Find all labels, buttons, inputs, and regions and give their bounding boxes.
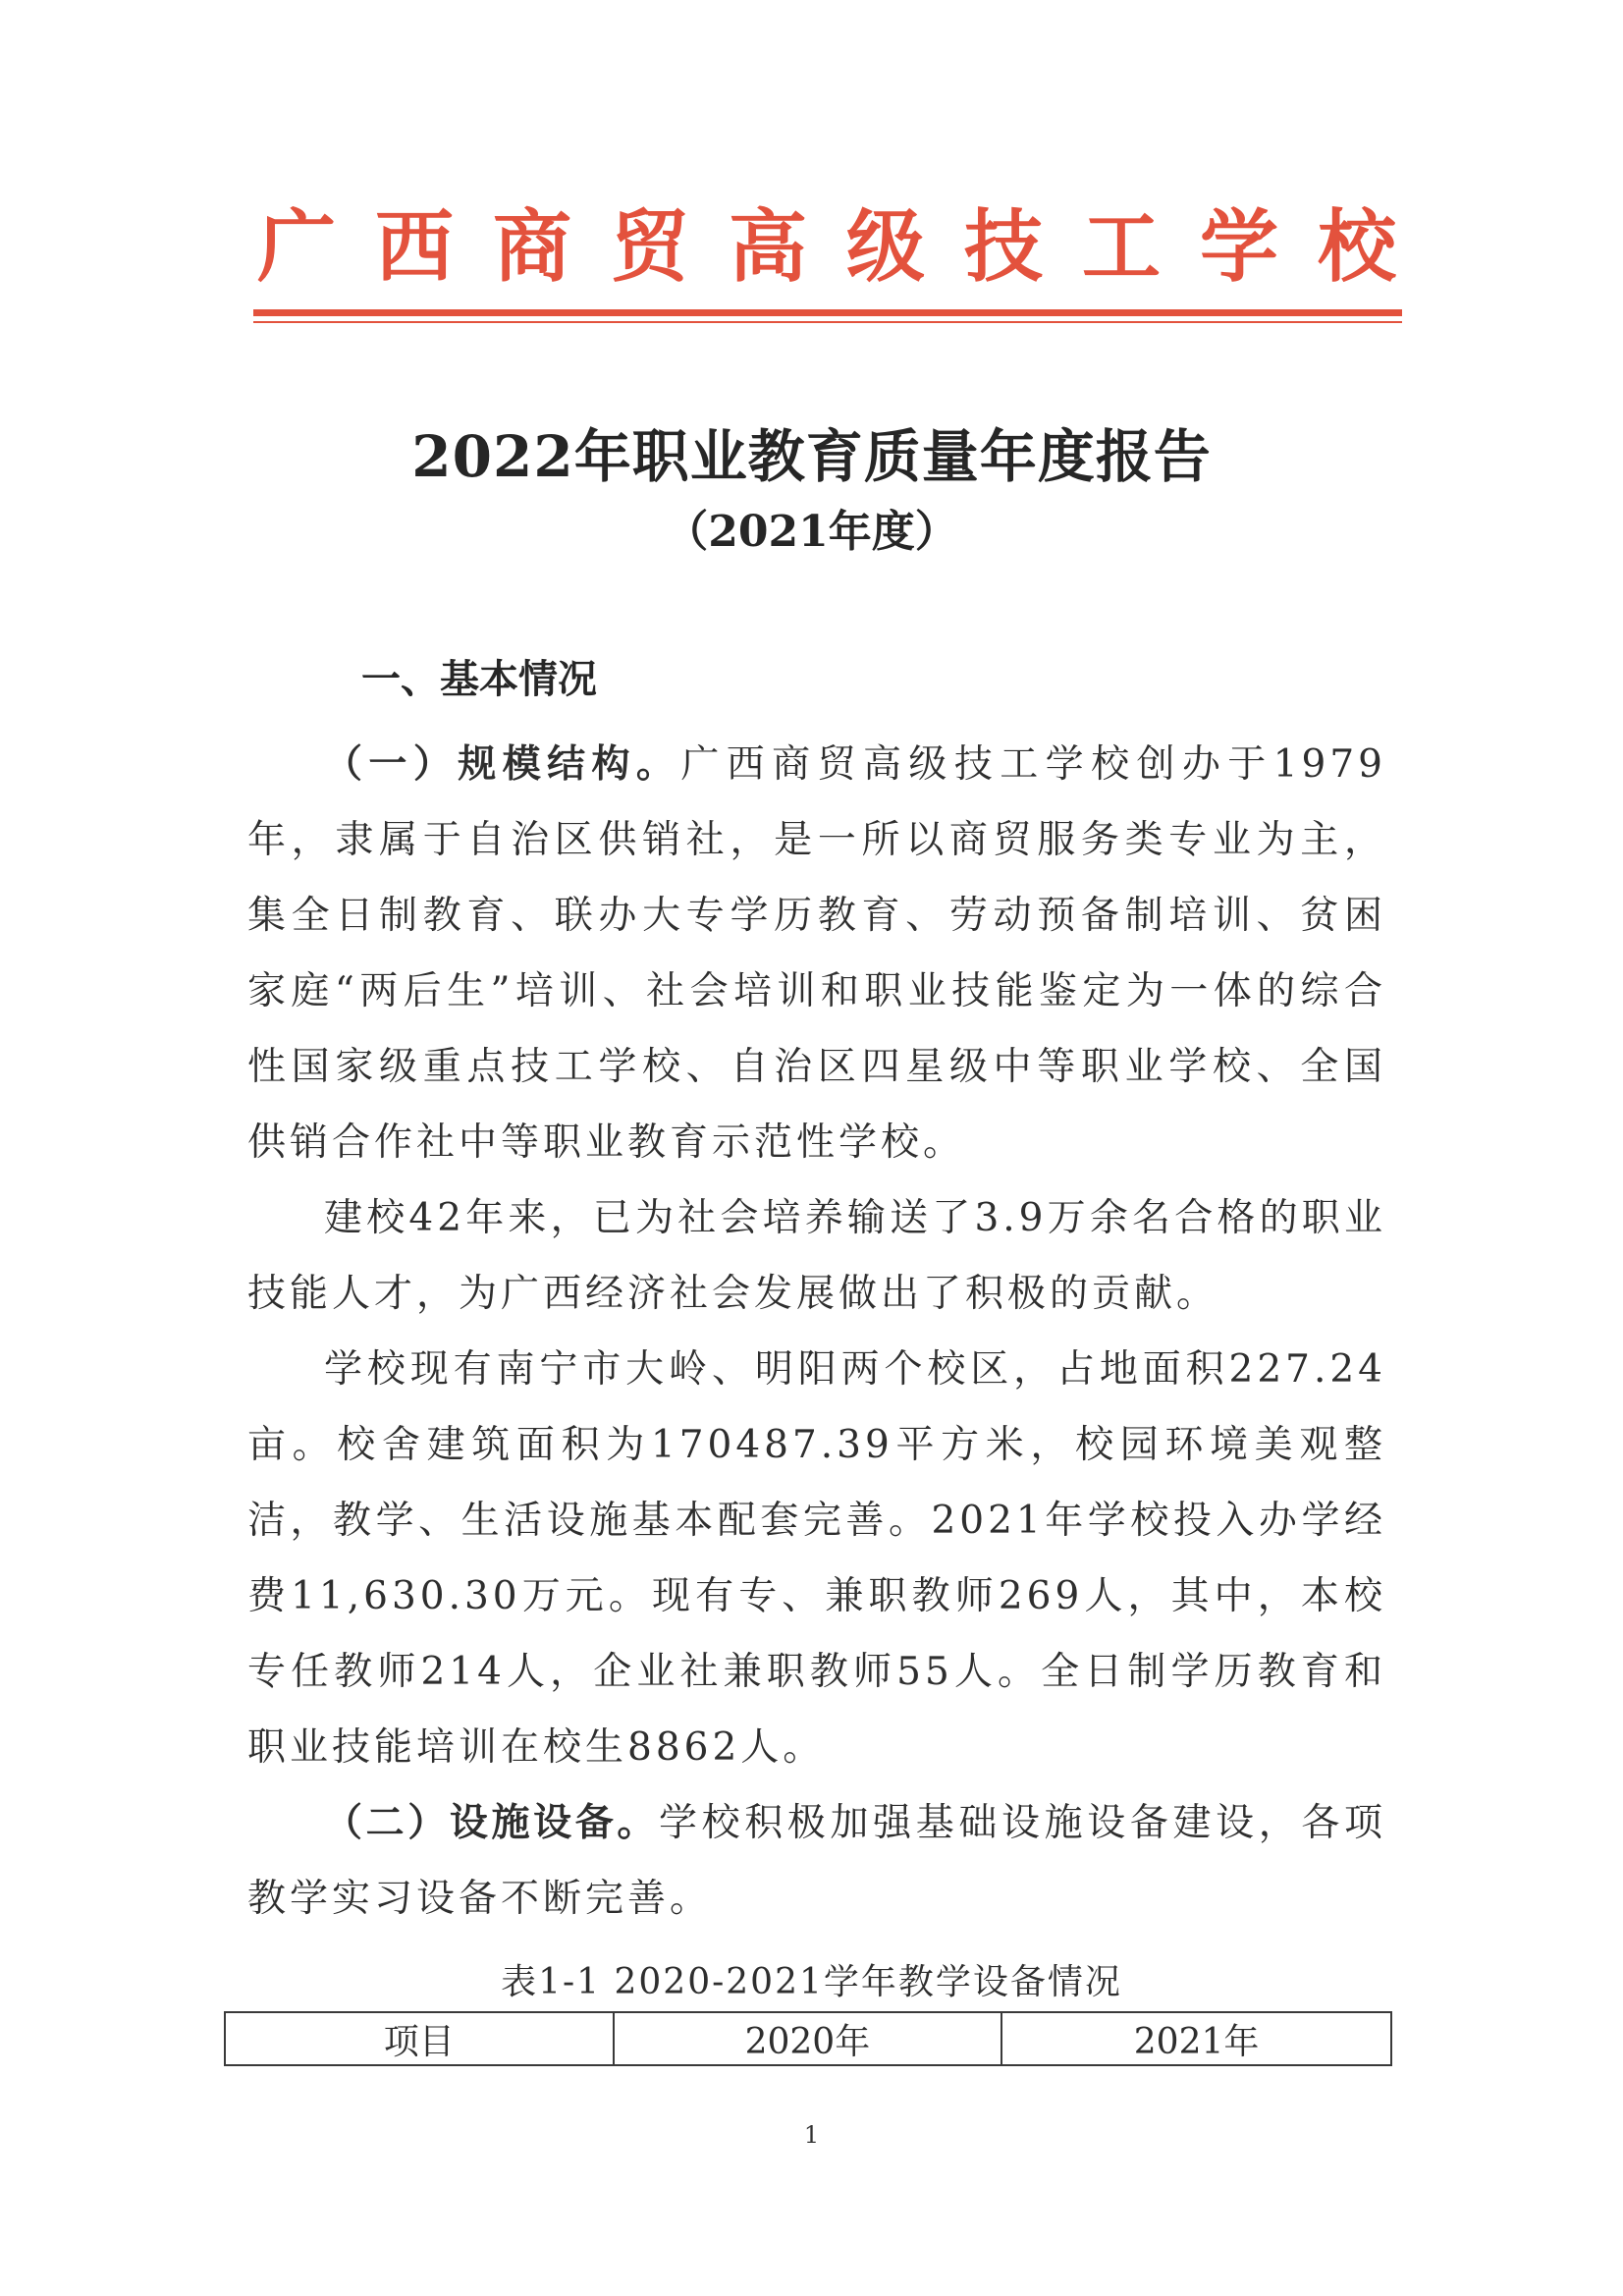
letterhead-rule-thick (253, 309, 1402, 316)
paragraph: 建校42年来，已为社会培养输送了3.9万余名合格的职业技能人才，为广西经济社会发展做出了积极的贡献。 (247, 1196, 1386, 1316)
report-title: 2022年职业教育质量年度报告 (411, 423, 1212, 490)
page-number: 1 (803, 2121, 820, 2149)
equipment-table (224, 2011, 1392, 2066)
paragraph-lead: （二）设施设备。 (324, 1801, 659, 1845)
table-header-cell: 2021年 (1001, 2012, 1391, 2065)
table-header-cell: 2020年 (614, 2012, 1002, 2065)
letterhead-char: 商 (493, 200, 571, 293)
paragraph-text: 广西商贸高级技工学校创办于1979年，隶属于自治区供销社，是一所以商贸服务类专业为主，集全日制教育、联办大专学历教育、劳动预备制培训、贫困家庭“两后生”培训、社会培训和职业技能鉴定为一体的综合性国家级重点技工学校、自治区四星级中等职业学校、全国供销合作社中等职业教育示范性学校。 (247, 742, 1386, 1165)
paragraph (247, 727, 1386, 1180)
report-subtitle: （2021年度） (665, 507, 958, 557)
letterhead-char: 工 (1082, 200, 1161, 293)
body-text (247, 727, 1386, 1937)
paragraph: 学校现有南宁市大岭、明阳两个校区，占地面积227.24亩。校舍建筑面积为170487.39平方米，校园环境美观整洁，教学、生活设施基本配套完善。2021年学校投入办学经费11,630.30万元。现有专、兼职教师269人，其中，本校专任教师214人，企业社兼职教师55人。全日制学历教育和职业技能培训在校生8862人。 (247, 1347, 1386, 1770)
table-caption: 表1-1 2020-2021学年教学设备情况 (501, 1962, 1122, 2002)
paragraph (247, 1785, 1386, 1937)
letterhead-char: 学 (1200, 200, 1278, 293)
table-header-cell: 项目 (225, 2012, 614, 2065)
section-heading: 一、基本情况 (361, 657, 597, 702)
letterhead-char: 贸 (611, 200, 689, 293)
letterhead-char: 高 (729, 200, 807, 293)
paragraph-lead: （一）规模结构。 (324, 742, 681, 787)
letterhead-char: 广 (257, 200, 336, 293)
letterhead-char: 级 (846, 200, 925, 293)
letterhead-char: 技 (964, 200, 1043, 293)
letterhead-school-name (257, 192, 1396, 301)
letterhead-char: 校 (1318, 200, 1396, 293)
table-header-row (225, 2012, 1391, 2065)
letterhead-char: 西 (375, 200, 454, 293)
letterhead-rule-thin (253, 321, 1402, 323)
paragraph-text: 学校积极加强基础设施设备建设，各项教学实习设备不断完善。 (247, 1801, 1386, 1921)
